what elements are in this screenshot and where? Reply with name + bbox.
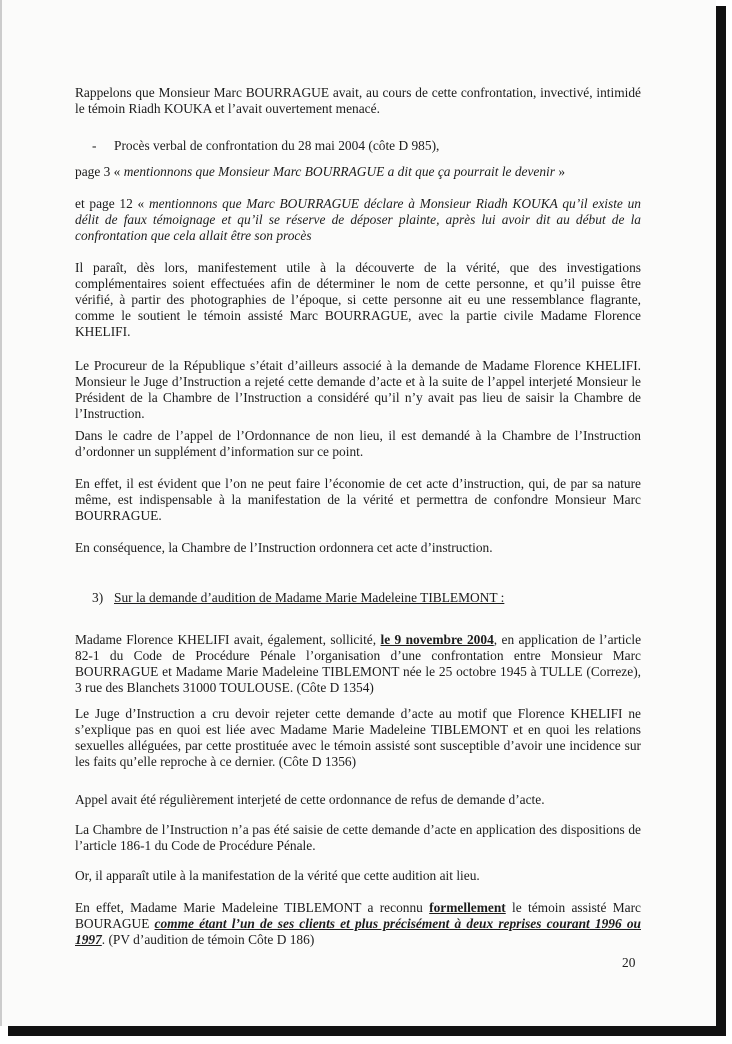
- text-segment: En effet, il est évident que l’on ne peut faire l’économie de cet acte d’instruction, qui, de par sa nature même, est indispensable à la manifestation de la vérité et permettra de confondre Monsieur Marc BOURRAGUE.: [75, 476, 641, 523]
- text-segment: Il paraît, dès lors, manifestement utile à la découverte de la vérité, que des investigations complémentaires soient effectuées afin de déterminer le nom de cette personne, et qu’il puisse être vérifié, à partir des photographies de l’époque, si cette personne ait eu une ressemblance flagrante, comme le soutient le témoin assisté Marc BOURRAGUE, avec la partie civile Madame Florence KHELIFI.: [75, 260, 641, 339]
- text-segment: »: [555, 164, 566, 179]
- paragraph: [75, 260, 641, 340]
- paragraph: [75, 706, 641, 770]
- paragraph: [75, 85, 641, 117]
- emphasized-text: le 9 novembre 2004: [380, 632, 494, 647]
- text-segment: Madame Florence KHELIFI avait, également, sollicité,: [75, 632, 381, 647]
- bullet-dash: -: [92, 138, 97, 153]
- section-number: 3): [92, 590, 104, 605]
- paragraph: [75, 164, 641, 180]
- text-segment: En effet, Madame Marie Madeleine TIBLEMONT a reconnu: [75, 900, 430, 915]
- paragraph: [75, 196, 641, 244]
- text-segment: page 3 «: [75, 164, 124, 179]
- paragraph: [75, 900, 641, 948]
- paragraph: [75, 540, 641, 556]
- quoted-text: mentionnons que Monsieur Marc BOURRAGUE a dit que ça pourrait le devenir: [123, 164, 555, 179]
- page-shadow-bottom: [8, 1026, 726, 1036]
- text-segment: le témoin assisté Marc BOURAGUE: [75, 900, 641, 931]
- text-segment: Le Juge d’Instruction a cru devoir rejeter cette demande d’acte au motif que Florence KHELIFI ne s’explique pas en quoi est liée avec Madame Marie Madeleine TIBLEMONT et en quoi les relations sexuelles alléguées, par cette prostituée avec le témoin assisté sont susceptible d’avoir une incidence sur les faits qu’elle reproche à ce dernier. (Côte D 1356): [75, 706, 641, 769]
- bullet-item: [92, 138, 612, 154]
- text-segment: . (PV d’audition de témoin Côte D 186): [101, 932, 315, 947]
- page-number: 20: [622, 955, 636, 970]
- paragraph: [75, 822, 641, 854]
- text-segment: Sur la demande d’audition de Madame Marie Madeleine TIBLEMONT :: [114, 590, 505, 605]
- text-segment: Le Procureur de la République s’était d’ailleurs associé à la demande de Madame Florence KHELIFI. Monsieur le Juge d’Instruction a rejeté cette demande d’acte et à la suite de l’appel interjeté Monsieur le Président de la Chambre de l’Instruction a considéré qu’il n’y avait pas lieu de saisir la Chambre de l’Instruction.: [75, 358, 641, 421]
- paragraph: [75, 476, 641, 524]
- paragraph: [75, 632, 641, 696]
- text-segment: , en application de l’article 82-1 du Code de Procédure Pénale l’organisation d’une confrontation entre Monsieur Marc BOURRAGUE et Madame Marie Madeleine TIBLEMONT née le 25 octobre 1945 à TULLE (Correze), 3 rue des Blanchets 31000 TOULOUSE. (Côte D 1354): [75, 632, 642, 695]
- paragraph: [75, 792, 641, 808]
- text-segment: Or, il apparaît utile à la manifestation de la vérité que cette audition ait lieu.: [75, 868, 480, 883]
- text-segment: Dans le cadre de l’appel de l’Ordonnance de non lieu, il est demandé à la Chambre de l’Instruction d’ordonner un supplément d’information sur ce point.: [75, 428, 641, 459]
- page-shadow-right: [716, 6, 726, 1036]
- text-segment: et page 12 «: [75, 196, 149, 211]
- paragraph: [75, 358, 641, 422]
- quoted-text: comme étant l’un de ses clients et plus précisément à deux reprises courant 1996 ou 1997: [75, 916, 641, 947]
- page-edge: [0, 0, 2, 1026]
- paragraph: [75, 868, 641, 884]
- paragraph: [75, 428, 641, 460]
- text-segment: En conséquence, la Chambre de l’Instruction ordonnera cet acte d’instruction.: [75, 540, 493, 555]
- emphasized-text: formellement: [429, 900, 506, 915]
- text-segment: La Chambre de l’Instruction n’a pas été saisie de cette demande d’acte en application des dispositions de l’article 186-1 du Code de Procédure Pénale.: [75, 822, 641, 853]
- text-segment: Rappelons que Monsieur Marc BOURRAGUE avait, au cours de cette confrontation, invectivé, intimidé le témoin Riadh KOUKA et l’avait ouvertement menacé.: [75, 85, 641, 116]
- section-heading: [92, 590, 658, 606]
- quoted-text: mentionnons que Marc BOURRAGUE déclare à Monsieur Riadh KOUKA qu’il existe un délit de faux témoignage et qu’il se réserve de déposer plainte, après lui avoir dit au début de la confrontation que cela allait être son procès: [75, 196, 641, 243]
- text-segment: Procès verbal de confrontation du 28 mai 2004 (côte D 985),: [114, 138, 440, 153]
- text-segment: Appel avait été régulièrement interjeté de cette ordonnance de refus de demande d’acte.: [75, 792, 545, 807]
